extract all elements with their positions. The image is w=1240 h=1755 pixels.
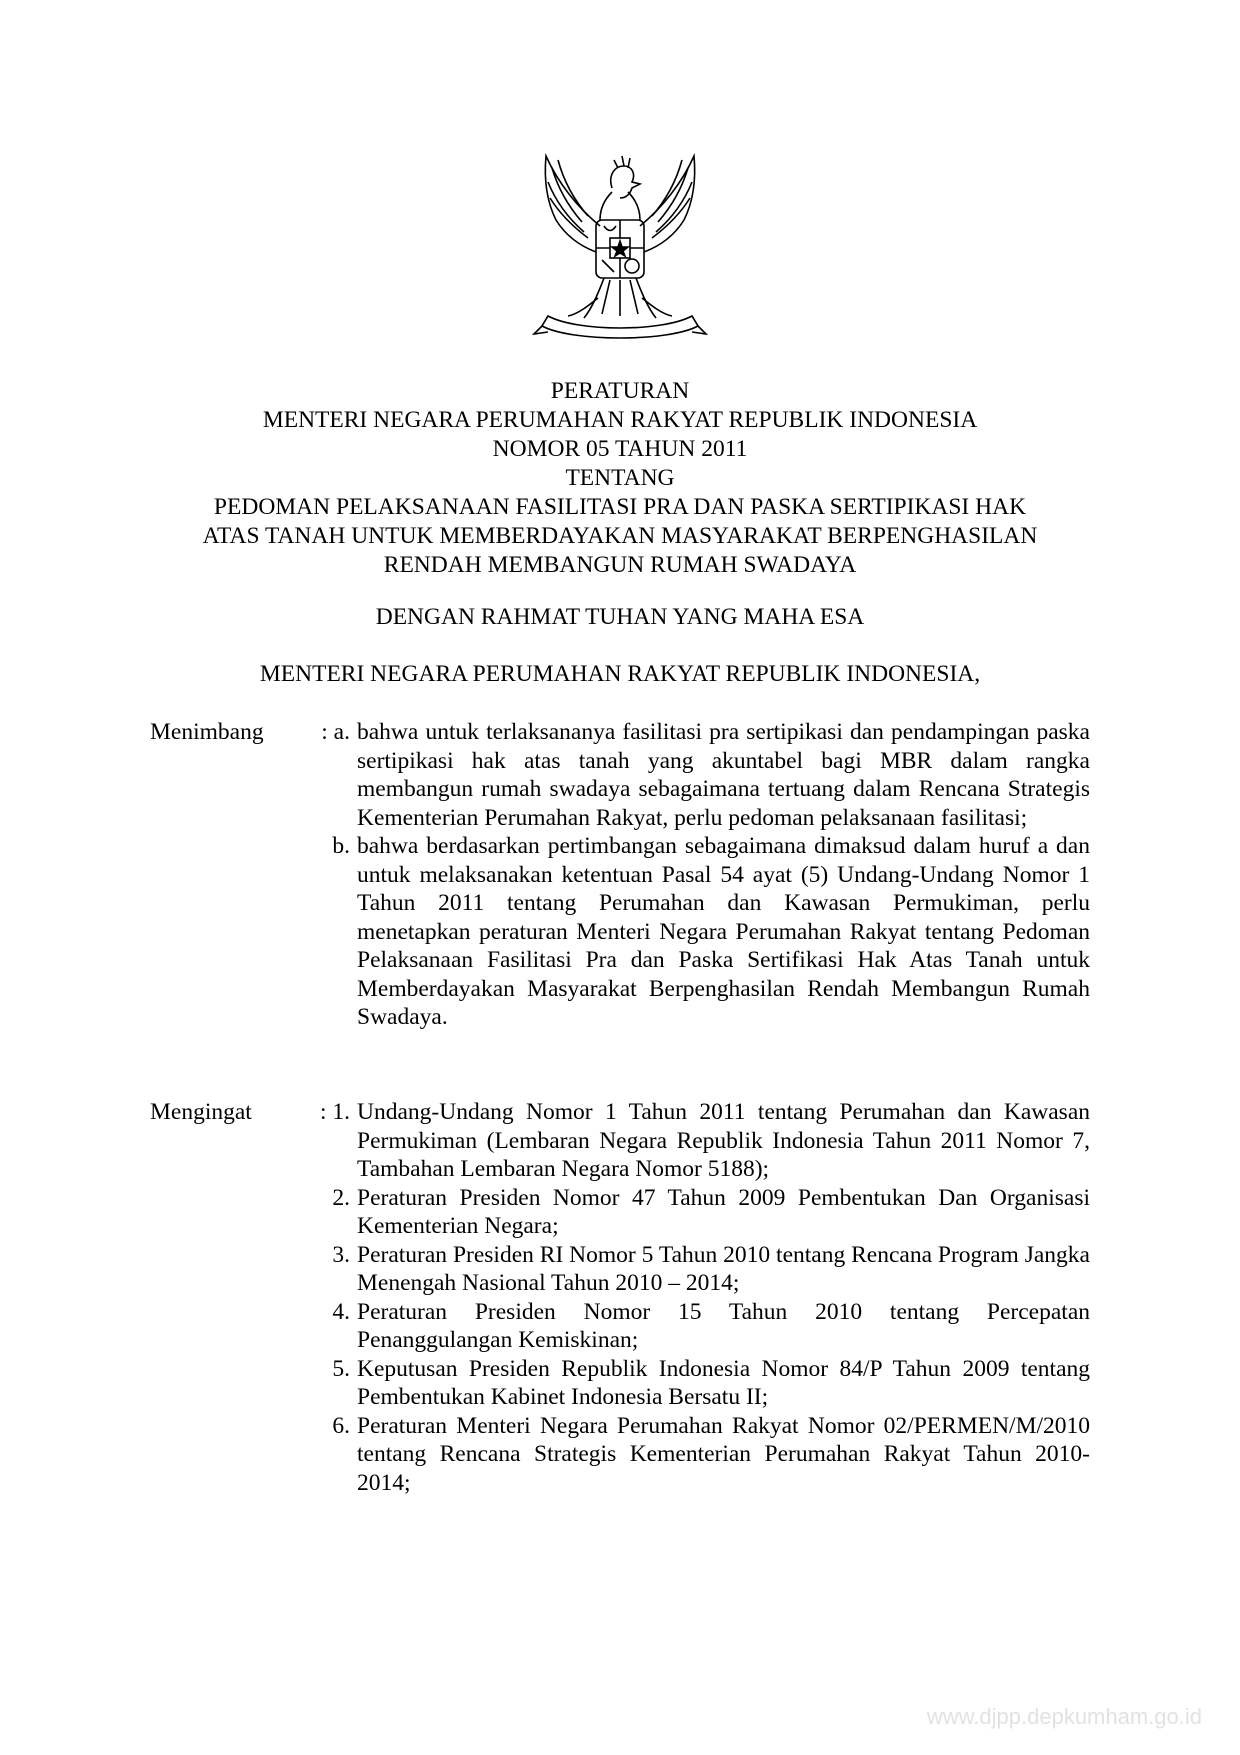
list-item-text: bahwa untuk terlaksananya fasilitasi pra sertipikasi dan pendampingan paska sertipikasi hak atas tanah yang akuntabel bagi MBR dalam rangka membangun rumah swadaya sebagaimana tertuang dalam Rencana Strategis Kementerian Perumahan Rakyat, perlu pedoman pelaksanaan fasilitasi;	[357, 719, 1090, 831]
watermark: www.djpp.depkumham.go.id	[926, 1704, 1202, 1729]
list-item	[150, 1298, 1090, 1355]
title-line: NOMOR 05 TAHUN 2011	[492, 436, 748, 462]
list-item-text: Peraturan Presiden Nomor 47 Tahun 2009 Pembentukan Dan Organisasi Kementerian Negara;	[357, 1184, 1090, 1239]
list-item-text: Keputusan Presiden Republik Indonesia Nomor 84/P Tahun 2009 tentang Pembentukan Kabinet Indonesia Bersatu II;	[357, 1355, 1090, 1410]
considering-section	[150, 718, 1090, 1032]
list-marker: b.	[332, 833, 350, 859]
title-line: MENTERI NEGARA PERUMAHAN RAKYAT REPUBLIK INDONESIA	[262, 407, 978, 433]
list-marker: : a.	[321, 719, 350, 745]
list-marker: 5.	[332, 1355, 350, 1382]
list-item	[150, 832, 1090, 1032]
title-line: RENDAH MEMBANGUN RUMAH SWADAYA	[383, 552, 857, 578]
title-line: ATAS TANAH UNTUK MEMBERDAYAKAN MASYARAKAT BERPENGHASILAN	[202, 523, 1038, 549]
list-item-text: Peraturan Presiden RI Nomor 5 Tahun 2010 tentang Rencana Program Jangka Menengah Nasional Tahun 2010 – 2014;	[357, 1241, 1090, 1296]
regulation-title	[0, 377, 1240, 580]
list-item	[150, 1355, 1090, 1412]
list-item	[150, 1412, 1090, 1498]
list-item	[150, 1241, 1090, 1298]
title-line: PEDOMAN PELAKSANAAN FASILITASI PRA DAN PASKA SERTIPIKASI HAK	[213, 494, 1027, 520]
list-marker: 3.	[332, 1241, 350, 1268]
list-item-text: Peraturan Menteri Negara Perumahan Rakyat Nomor 02/PERMEN/M/2010 tentang Rencana Strategis Kementerian Perumahan Rakyat Tahun 2010-2014;	[357, 1412, 1090, 1496]
list-item	[150, 718, 1090, 832]
garuda-emblem-icon	[528, 148, 712, 344]
list-item-text: Undang-Undang Nomor 1 Tahun 2011 tentang Perumahan dan Kawasan Permukiman (Lembaran Negara Republik Indonesia Tahun 2011 Nomor 7, Tambahan Lembaran Negara Nomor 5188);	[357, 1099, 1090, 1182]
invocation: DENGAN RAHMAT TUHAN YANG MAHA ESA	[375, 604, 865, 630]
list-item	[150, 1184, 1090, 1241]
title-line: PERATURAN	[550, 378, 690, 404]
list-marker: 2.	[332, 1184, 350, 1211]
list-marker: 6.	[332, 1412, 350, 1439]
list-item	[150, 1098, 1090, 1184]
list-marker: : 1.	[319, 1099, 350, 1125]
title-line: TENTANG	[565, 465, 675, 491]
list-item-text: Peraturan Presiden Nomor 15 Tahun 2010 tentang Percepatan Penanggulangan Kemiskinan;	[357, 1298, 1090, 1353]
recalling-section	[150, 1098, 1090, 1497]
section-label: Mengingat	[150, 1099, 252, 1125]
authority-line: MENTERI NEGARA PERUMAHAN RAKYAT REPUBLIK INDONESIA,	[259, 661, 981, 687]
section-label: Menimbang	[150, 719, 264, 745]
list-marker: 4.	[332, 1298, 350, 1325]
list-item-text: bahwa berdasarkan pertimbangan sebagaimana dimaksud dalam huruf a dan untuk melaksanakan ketentuan Pasal 54 ayat (5) Undang-Undang Nomor 1 Tahun 2011 tentang Perumahan dan Kawasan Permukiman, perlu menetapkan peraturan Menteri Negara Perumahan Rakyat tentang Pedoman Pelaksanaan Fasilitasi Pra dan Paska Sertifikasi Hak Atas Tanah untuk Memberdayakan Masyarakat Berpenghasilan Rendah Membangun Rumah Swadaya.	[357, 833, 1090, 1030]
